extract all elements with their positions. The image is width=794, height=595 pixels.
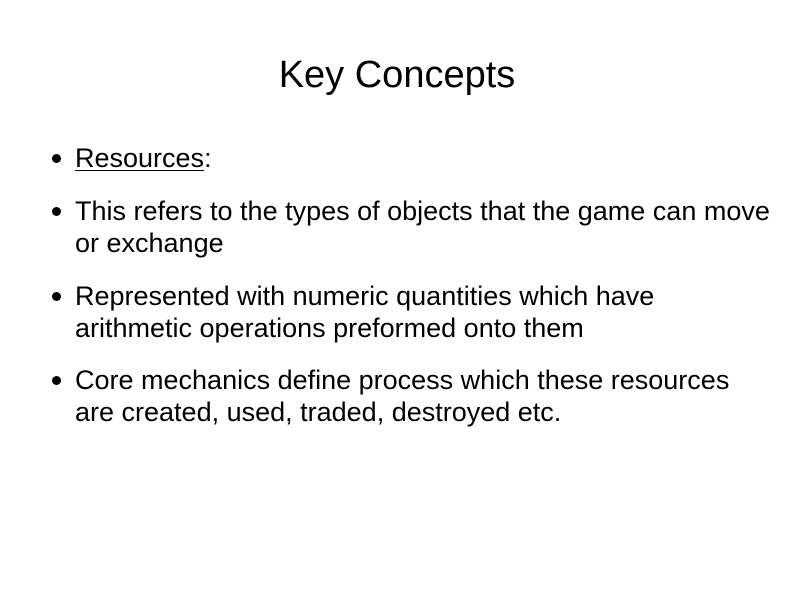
bullet-text: This refers to the types of objects that the game can move or exchange <box>75 196 770 258</box>
bullet-text: Represented with numeric quantities which have arithmetic operations preformed onto them <box>75 281 655 343</box>
bullet-dot-icon <box>52 207 61 216</box>
bullet-item-resources <box>52 142 772 174</box>
bullet-item-representation <box>52 280 772 344</box>
bullet-list <box>52 142 772 446</box>
bullet-item-core-mechanics <box>52 364 772 428</box>
resources-colon: : <box>204 143 212 173</box>
resources-term: Resources <box>75 143 205 173</box>
bullet-dot-icon <box>52 376 61 385</box>
slide-title: Key Concepts <box>278 54 516 96</box>
bullet-item-definition <box>52 195 772 259</box>
bullet-dot-icon <box>52 154 61 163</box>
bullet-dot-icon <box>52 292 61 301</box>
bullet-text: Core mechanics define process which these resources are created, used, traded, destroyed etc. <box>75 365 730 427</box>
